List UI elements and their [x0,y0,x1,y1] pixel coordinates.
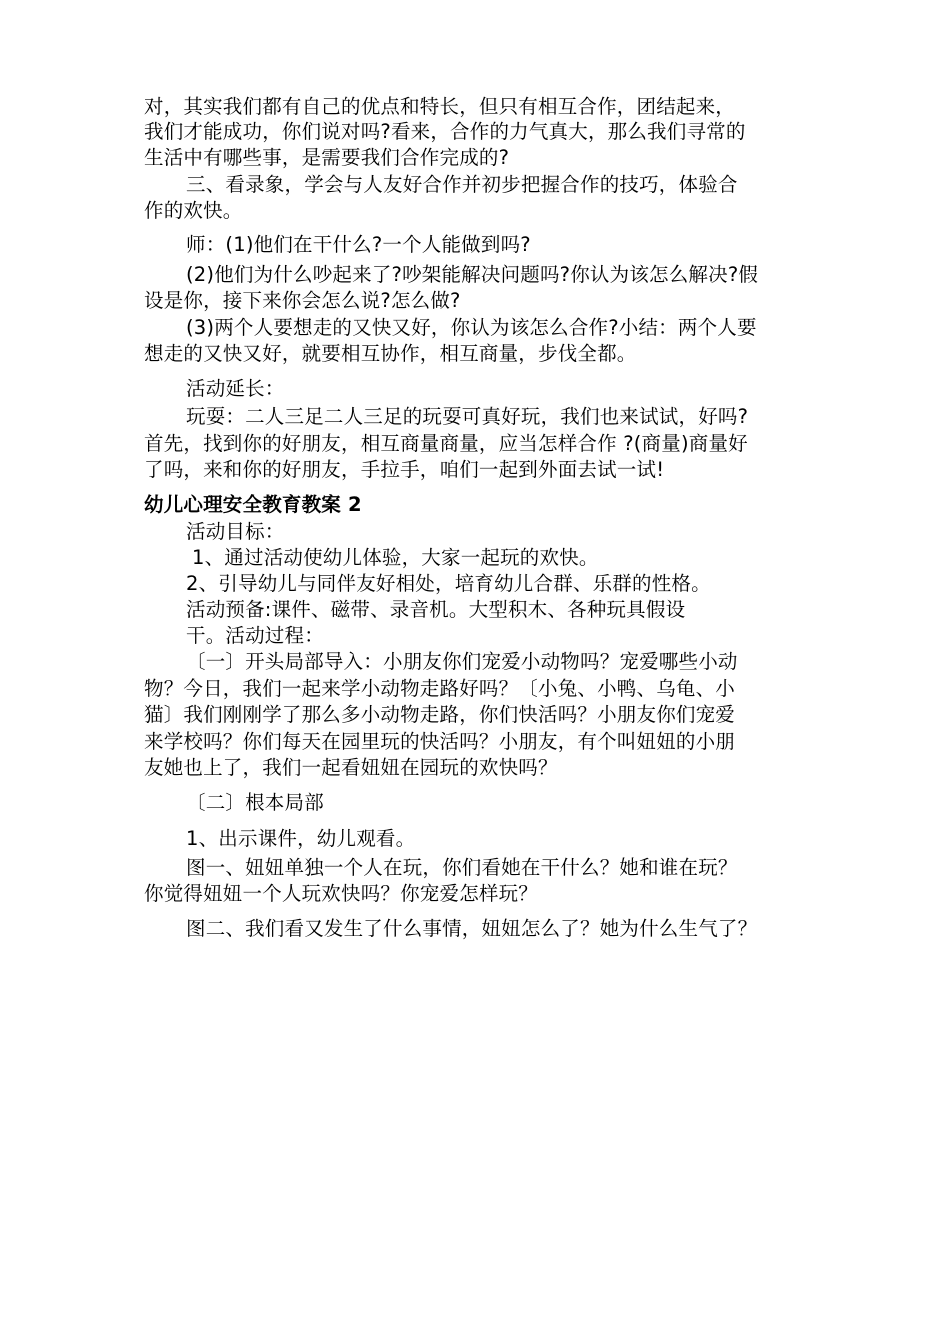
text-line: 〔一〕开头局部导入：小朋友你们宠爱小动物吗？宠爱哪些小动 [186,650,738,673]
text-line: 图二、我们看又发生了什么事情，妞妞怎么了？她为什么生气了？ [186,917,758,940]
text-line: 1、通过活动使幼儿体验，大家一起玩的欢快。 [192,546,599,569]
text-line: 来学校吗？你们每天在园里玩的快活吗？小朋友，有个叫妞妞的小朋 [144,730,736,753]
text-line: 干。活动过程： [186,624,324,647]
text-line: 图一、妞妞单独一个人在玩，你们看她在干什么？她和谁在玩？ [186,856,738,879]
text-line: (2)他们为什么吵起来了?吵架能解决问题吗?你认为该怎么解决?假 [186,263,759,286]
text-line: 生活中有哪些事，是需要我们合作完成的? [144,146,510,169]
text-line: 我们才能成功，你们说对吗?看来，合作的力气真大，那么我们寻常的 [144,120,746,143]
text-line: 2、引导幼儿与同伴友好相处，培育幼儿合群、乐群的性格。 [186,572,711,595]
text-line: 活动延长： [186,377,285,400]
text-line: 作的欢快。 [144,199,243,222]
text-line: 了吗，来和你的好朋友，手拉手，咱们一起到外面去试一试! [144,458,665,481]
text-line: (3)两个人要想走的又快又好，你认为该怎么合作?小结：两个人要 [186,316,757,339]
text-line: 〔二〕根本局部 [186,791,324,814]
text-line: 友她也上了，我们一起看妞妞在园玩的欢快吗？ [144,756,558,779]
text-line: 师：(1)他们在干什么?一个人能做到吗? [186,233,531,256]
section-heading-line: 三、看录象，学会与人友好合作并初步把握合作的技巧，体验合 [186,173,738,196]
text-line: 活动目标： [186,520,285,543]
text-line: 猫〕我们刚刚学了那么多小动物走路，你们快活吗？小朋友你们宠爱 [144,703,736,726]
text-line: 玩耍：二人三足二人三足的玩耍可真好玩，我们也来试试，好吗? [186,405,749,428]
text-line: 1、出示课件，幼儿观看。 [186,827,416,850]
text-line: 首先，找到你的好朋友，相互商量商量，应当怎样合作 ?(商量)商量好 [144,432,748,455]
text-line: 物？今日，我们一起来学小动物走路好吗？〔小兔、小鸭、乌龟、小 [144,677,736,700]
section-title: 幼儿心理安全教育教案 2 [144,493,362,516]
text-line: 你觉得妞妞一个人玩欢快吗？你宠爱怎样玩？ [144,882,539,905]
text-line: 想走的又快又好，就要相互协作，相互商量，步伐全都。 [144,342,637,365]
text-line: 设是你，接下来你会怎么说?怎么做? [144,289,461,312]
text-line: 活动预备:课件、磁带、录音机。大型积木、各种玩具假设 [186,598,686,621]
text-line: 对，其实我们都有自己的优点和特长，但只有相互合作，团结起来， [144,95,736,118]
